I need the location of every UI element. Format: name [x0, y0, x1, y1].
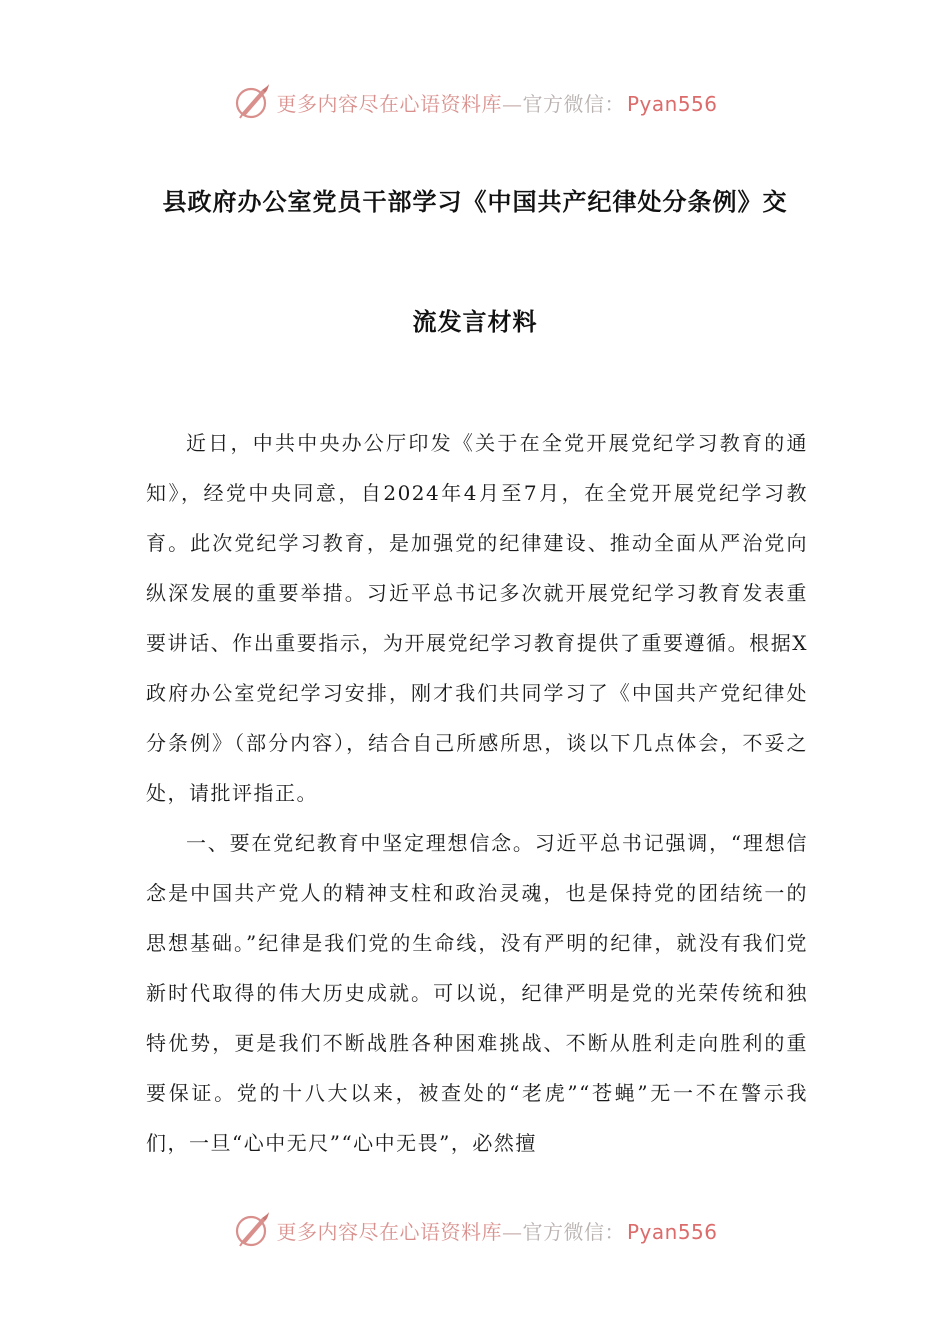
watermark-text [276, 88, 717, 117]
watermark-main-text: 更多内容尽在心语资料库 [276, 91, 502, 116]
footer-watermark [0, 1210, 950, 1250]
watermark-text [276, 1216, 717, 1245]
paragraph-section-1: 一、要在党纪教育中坚定理想信念。习近平总书记强调，“理想信念是中国共产党人的精神支柱和政治灵魂，也是保持党的团结统一的思想基础。”纪律是我们党的生命线，没有严明的纪律，就没有我们党新时代取得的伟大历史成就。可以说，纪律严明是党的光荣传统和独特优势，更是我们不断战胜各种困难挑战、不断从胜利走向胜利的重要保证。党的十八大以来，被查处的“老虎”“苍蝇”无一不在警示我们，一旦“心中无尺”“心中无畏”，必然擅 [146, 831, 808, 1155]
watermark-handle: Pyan556 [626, 91, 718, 116]
document-title-line-2: 流发言材料 [412, 308, 538, 336]
paragraph-intro: 近日，中共中央办公厅印发《关于在全党开展党纪学习教育的通知》，经党中央同意，自2024年4月至7月，在全党开展党纪学习教育。此次党纪学习教育，是加强党的纪律建设、推动全面从严治党向纵深发展的重要举措。习近平总书记多次就开展党纪学习教育发表重要讲话、作出重要指示，为开展党纪学习教育提供了重要遵循。根据X政府办公室党纪学习安排，刚才我们共同学习了《中国共产党纪律处分条例》（部分内容），结合自己所感所思，谈以下几点体会，不妥之处，请批评指正。 [146, 431, 808, 805]
watermark-dash: — [501, 91, 523, 116]
header-watermark [0, 82, 950, 122]
watermark-handle: Pyan556 [626, 1219, 718, 1244]
document-body [146, 418, 808, 1168]
watermark-dash: — [501, 1219, 523, 1244]
watermark-official-label: 官方微信： [522, 91, 625, 116]
quill-pen-logo-icon [232, 82, 272, 122]
quill-pen-logo-icon [232, 1210, 272, 1250]
watermark-official-label: 官方微信： [522, 1219, 625, 1244]
document-title-line-1: 县政府办公室党员干部学习《中国共产纪律处分条例》交 [162, 188, 788, 216]
watermark-main-text: 更多内容尽在心语资料库 [276, 1219, 502, 1244]
